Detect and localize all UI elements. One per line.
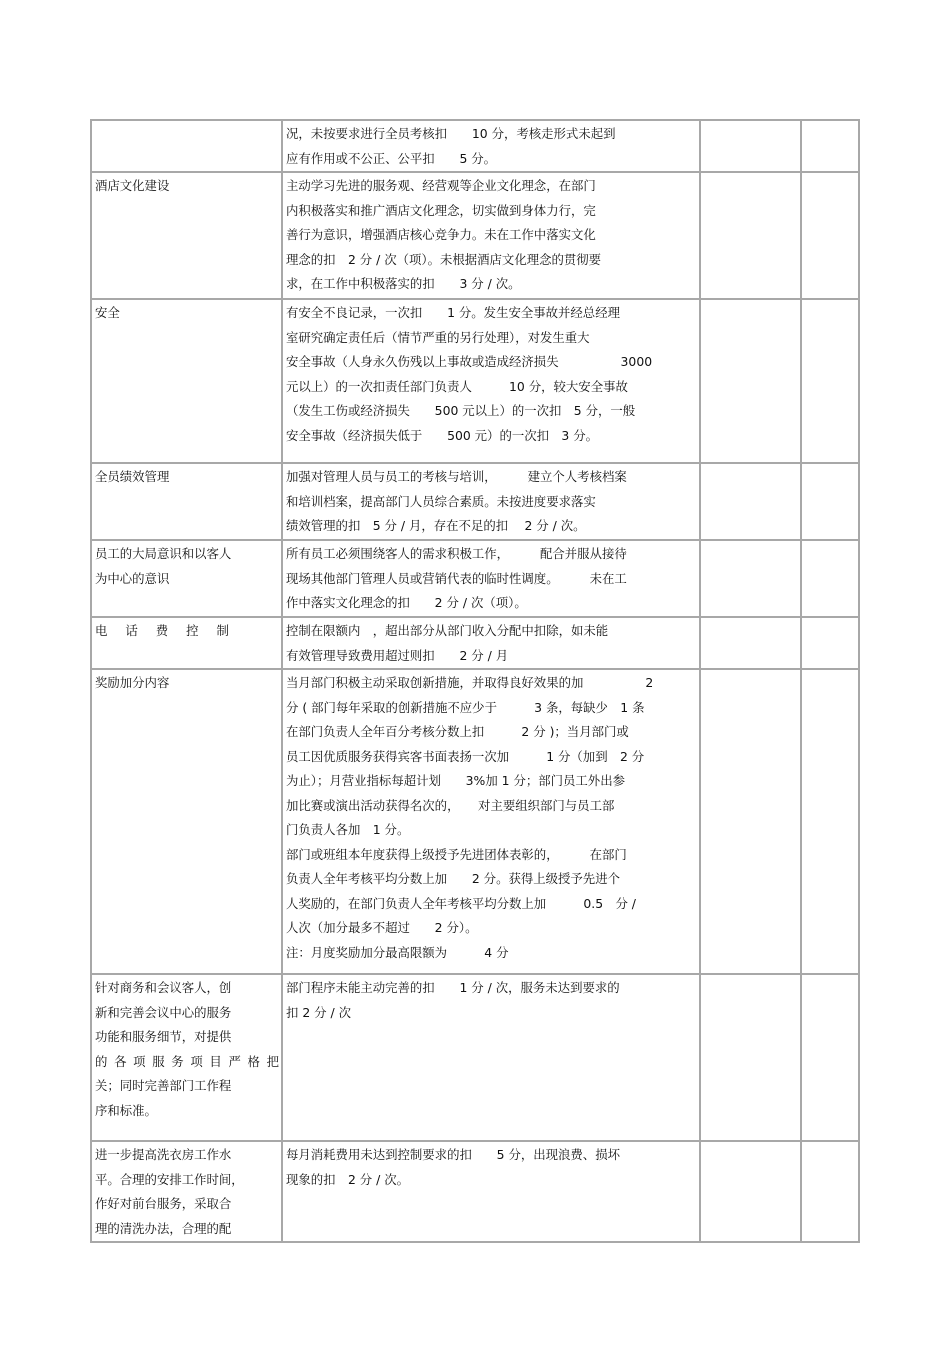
item-line: 针对商务和会议客人，创 bbox=[95, 980, 232, 995]
score-cell bbox=[700, 463, 801, 540]
item-label: 酒店文化建设 bbox=[95, 178, 170, 193]
assessment-item bbox=[91, 617, 282, 669]
rule-line: 部门程序未能主动完善的扣 1 分 / 次，服务未达到要求的 bbox=[286, 980, 620, 995]
rule-line: 求，在工作中积极落实的扣 3 分 / 次。 bbox=[286, 276, 521, 291]
rule-line: 人次（加分最多不超过 2 分）。 bbox=[286, 920, 478, 935]
score-cell bbox=[700, 172, 801, 299]
rule-line: 加比赛或演出活动获得名次的， 对主要组织部门与员工部 bbox=[286, 797, 615, 813]
rule-line: 和培训档案，提高部门人员综合素质。未按进度要求落实 bbox=[286, 493, 596, 509]
rule-line: 应有作用或不公正、公平扣 5 分。 bbox=[286, 150, 497, 166]
rule-line: 为止）；月营业指标每超计划 3%加 1 分；部门员工外出参 bbox=[286, 773, 625, 788]
remark-cell bbox=[801, 299, 859, 463]
item-line: 进一步提高洗衣房工作水 bbox=[95, 1147, 232, 1162]
table-row bbox=[91, 540, 859, 617]
assessment-item bbox=[91, 1141, 282, 1242]
rule-line: 善行为意识，增强酒店核心竞争力。未在工作中落实文化 bbox=[286, 227, 596, 242]
rule-line: 主动学习先进的服务观、经营观等企业文化理念，在部门 bbox=[286, 178, 596, 193]
rule-line: 每月消耗费用未达到控制要求的扣 5 分，出现浪费、损坏 bbox=[286, 1147, 620, 1162]
scoring-rule bbox=[282, 299, 700, 463]
rule-line: 绩效管理的扣 5 分 / 月，存在不足的扣 2 分 / 次。 bbox=[286, 518, 586, 533]
rule-line: 况，未按要求进行全员考核扣 10 分，考核走形式未起到 bbox=[286, 126, 616, 141]
item-line: 作好对前台服务，采取合 bbox=[95, 1196, 232, 1211]
item-line: 员工的大局意识和以客人 bbox=[95, 546, 232, 561]
score-cell bbox=[700, 617, 801, 669]
rule-line: 内积极落实和推广酒店文化理念，切实做到身体力行，完 bbox=[286, 202, 596, 218]
item-label: 奖励加分内容 bbox=[95, 675, 170, 690]
rule-line: 控制在限额内 ，超出部分从部门收入分配中扣除，如未能 bbox=[286, 623, 609, 638]
item-label: 安全 bbox=[95, 305, 120, 320]
rule-line: 有安全不良记录，一次扣 1 分。发生安全事故并经总经理 bbox=[286, 305, 620, 320]
remark-cell bbox=[801, 540, 859, 617]
item-line: 关；同时完善部门工作程 bbox=[95, 1078, 232, 1093]
rule-line: 元以上）的一次扣责任部门负责人 10 分，较大安全事故 bbox=[286, 378, 628, 394]
score-cell bbox=[700, 120, 801, 172]
item-line: 新和完善会议中心的服务 bbox=[95, 1004, 232, 1020]
rule-line: 安全事故（经济损失低于 500 元）的一次扣 3 分。 bbox=[286, 427, 599, 443]
rule-line: 所有员工必须围绕客人的需求积极工作， 配合并服从接待 bbox=[286, 546, 627, 561]
assessment-item bbox=[91, 299, 282, 463]
scoring-rule bbox=[282, 540, 700, 617]
scoring-rule bbox=[282, 1141, 700, 1242]
rule-line: 部门或班组本年度获得上级授予先进团体表彰的， 在部门 bbox=[286, 846, 627, 862]
item-line: 为中心的意识 bbox=[95, 570, 170, 586]
table-row bbox=[91, 463, 859, 540]
assessment-item bbox=[91, 463, 282, 540]
remark-cell bbox=[801, 617, 859, 669]
rule-line: 安全事故（人身永久伤残以上事故或造成经济损失 3000 bbox=[286, 354, 653, 369]
rule-line: 理念的扣 2 分 / 次（项）。未根据酒店文化理念的贯彻要 bbox=[286, 251, 602, 267]
item-label: 全员绩效管理 bbox=[95, 469, 170, 484]
remark-cell bbox=[801, 120, 859, 172]
rule-line: 人奖励的，在部门负责人全年考核平均分数上加 0.5 分 / bbox=[286, 895, 636, 911]
score-cell bbox=[700, 974, 801, 1141]
item-line: 平。合理的安排工作时间， bbox=[95, 1171, 244, 1187]
remark-cell bbox=[801, 463, 859, 540]
rule-line: 室研究确定责任后（情节严重的另行处理），对发生重大 bbox=[286, 329, 590, 345]
item-line: 的各项服务项目严格把 bbox=[95, 1053, 279, 1069]
item-line: 序和标准。 bbox=[95, 1102, 157, 1118]
score-cell bbox=[700, 299, 801, 463]
rule-line: 扣 2 分 / 次 bbox=[286, 1004, 351, 1020]
rule-line: （发生工伤或经济损失 500 元以上）的一次扣 5 分，一般 bbox=[286, 403, 636, 418]
scoring-rule bbox=[282, 974, 700, 1141]
remark-cell bbox=[801, 1141, 859, 1242]
scoring-rule bbox=[282, 669, 700, 974]
rule-line: 现象的扣 2 分 / 次。 bbox=[286, 1171, 409, 1187]
assessment-item bbox=[91, 669, 282, 974]
rule-line: 门负责人各加 1 分。 bbox=[286, 822, 410, 837]
item-label: 电话费控制 bbox=[95, 623, 247, 638]
scoring-rule bbox=[282, 617, 700, 669]
rule-line: 在部门负责人全年百分考核分数上扣 2 分 )；当月部门或 bbox=[286, 724, 629, 739]
item-line: 功能和服务细节，对提供 bbox=[95, 1029, 232, 1044]
table-row bbox=[91, 299, 859, 463]
score-cell bbox=[700, 669, 801, 974]
rule-line: 当月部门积极主动采取创新措施，并取得良好效果的加 2 bbox=[286, 675, 654, 690]
remark-cell bbox=[801, 974, 859, 1141]
rule-line: 现场其他部门管理人员或营销代表的临时性调度。 未在工 bbox=[286, 570, 627, 586]
table-row bbox=[91, 617, 859, 669]
assessment-table bbox=[90, 119, 860, 1243]
table-row bbox=[91, 1141, 859, 1242]
score-cell bbox=[700, 1141, 801, 1242]
table-row bbox=[91, 172, 859, 299]
rule-line: 作中落实文化理念的扣 2 分 / 次（项）。 bbox=[286, 595, 527, 610]
rule-line: 有效管理导致费用超过则扣 2 分 / 月 bbox=[286, 647, 509, 663]
remark-cell bbox=[801, 669, 859, 974]
assessment-item bbox=[91, 974, 282, 1141]
rule-line: 分 ( 部门每年采取的创新措施不应少于 3 条，每缺少 1 条 bbox=[286, 699, 645, 715]
table-row bbox=[91, 669, 859, 974]
table-row bbox=[91, 974, 859, 1141]
scoring-rule bbox=[282, 172, 700, 299]
rule-line: 加强对管理人员与员工的考核与培训， 建立个人考核档案 bbox=[286, 469, 627, 484]
table-row bbox=[91, 120, 859, 172]
rule-line: 员工因优质服务获得宾客书面表扬一次加 1 分（加到 2 分 bbox=[286, 748, 645, 764]
scoring-rule bbox=[282, 463, 700, 540]
rule-line: 负责人全年考核平均分数上加 2 分。获得上级授予先进个 bbox=[286, 871, 620, 886]
rule-line: 注：月度奖励加分最高限额为 4 分 bbox=[286, 944, 509, 960]
item-line: 理的清洗办法，合理的配 bbox=[95, 1220, 232, 1236]
assessment-item bbox=[91, 540, 282, 617]
score-cell bbox=[700, 540, 801, 617]
remark-cell bbox=[801, 172, 859, 299]
assessment-item bbox=[91, 120, 282, 172]
assessment-item bbox=[91, 172, 282, 299]
scoring-rule bbox=[282, 120, 700, 172]
